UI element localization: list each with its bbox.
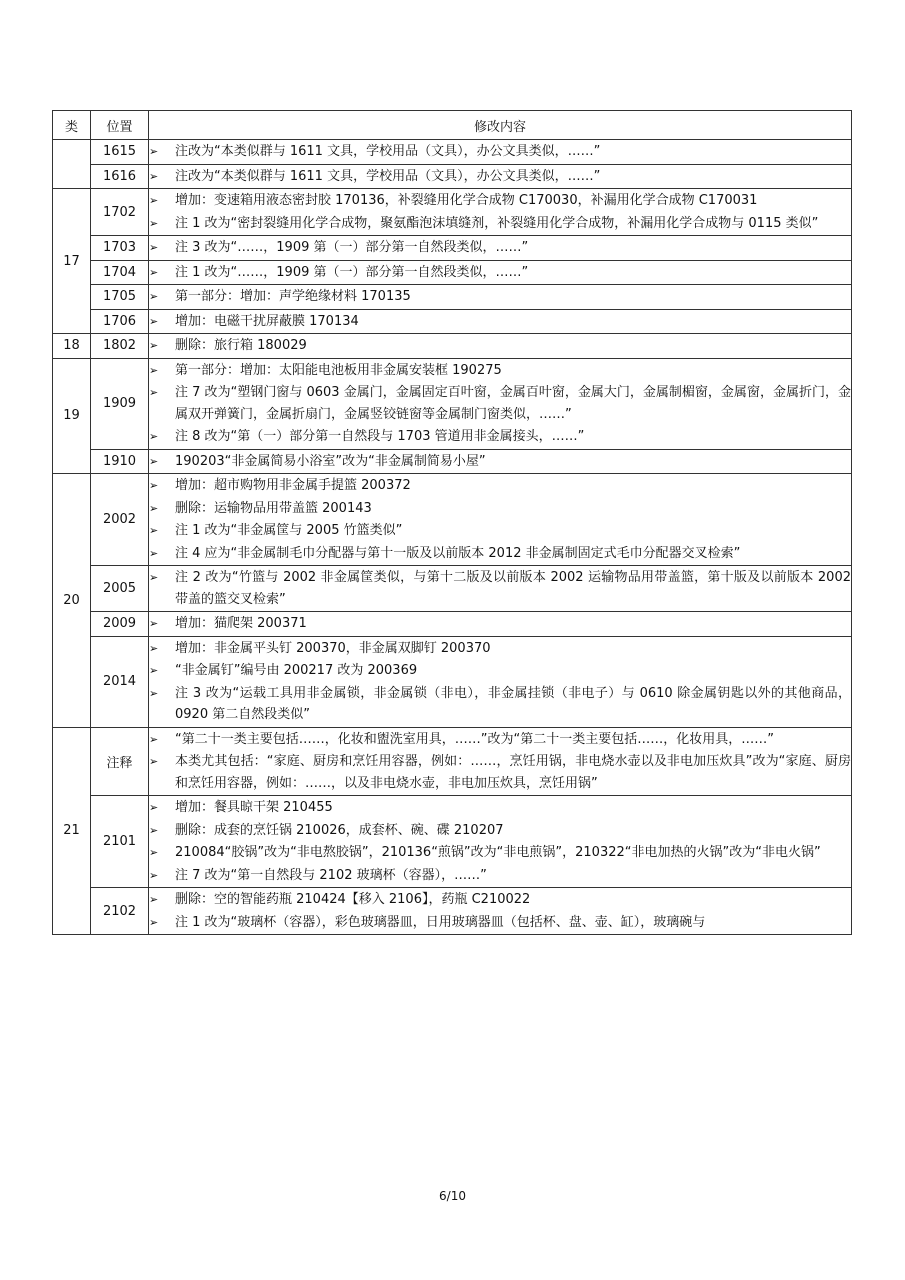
- arrow-bullet-icon: ➢: [149, 755, 159, 768]
- content-cell: [149, 189, 852, 236]
- arrow-bullet-icon: ➢: [149, 339, 159, 352]
- content-cell: [149, 285, 852, 310]
- table-row: [53, 236, 852, 261]
- class-cell: 17: [53, 189, 91, 334]
- list-item: [149, 262, 851, 284]
- list-item: [149, 335, 851, 357]
- item-text: “第二十一类主要包括……，化妆和盥洗室用具，……”改为“第二十一类主要包括……，化妆用具，……”: [175, 731, 774, 747]
- list-item: [149, 889, 851, 911]
- content-cell: [149, 260, 852, 285]
- table-row: [53, 636, 852, 727]
- item-text: 注 3 改为“运载工具用非金属锁，非金属锁（非电），非金属挂锁（非电子）与 0610 除金属钥匙以外的其他商品，0920 第二自然段类似”: [175, 685, 851, 722]
- table-row: [53, 164, 852, 189]
- table-header-row: [53, 111, 852, 140]
- position-cell: 2005: [91, 566, 149, 612]
- content-cell: [149, 164, 852, 189]
- content-cell: [149, 449, 852, 474]
- arrow-bullet-icon: ➢: [149, 479, 159, 492]
- table-row: [53, 358, 852, 449]
- table-row: [53, 566, 852, 612]
- arrow-bullet-icon: ➢: [149, 732, 159, 746]
- class-cell: [53, 140, 91, 189]
- position-cell: 1706: [91, 309, 149, 334]
- table-row: [53, 474, 852, 566]
- item-text: 第一部分：增加：声学绝缘材料 170135: [175, 289, 411, 304]
- position-cell: 2002: [91, 474, 149, 566]
- item-text: 注 7 改为“塑钢门窗与 0603 金属门，金属固定百叶窗，金属百叶窗，金属大门，金属制楣窗，金属窗，金属折门，金属双开弹簧门，金属折扇门，金属竖铰链窗等金属制门窗类似，……”: [175, 385, 851, 422]
- position-cell: 1704: [91, 260, 149, 285]
- item-text: 增加：餐具晾干架 210455: [175, 800, 333, 815]
- list-item: [149, 426, 851, 448]
- list-item: [149, 683, 851, 726]
- content-cell: [149, 309, 852, 334]
- arrow-bullet-icon: ➢: [149, 617, 159, 630]
- list-item: [149, 751, 851, 794]
- arrow-bullet-icon: ➢: [149, 194, 159, 207]
- arrow-bullet-icon: ➢: [149, 145, 159, 158]
- page-number: 6/10: [439, 1189, 466, 1203]
- list-item: [149, 520, 851, 542]
- arrow-bullet-icon: ➢: [149, 801, 159, 814]
- content-cell: [149, 566, 852, 612]
- item-text: 注 1 改为“非金属筐与 2005 竹篮类似”: [175, 523, 403, 538]
- class-cell: 21: [53, 727, 91, 935]
- table-row: [53, 449, 852, 474]
- item-text: 190203“非金属简易小浴室”改为“非金属制简易小屋”: [175, 453, 486, 469]
- list-item: [149, 475, 851, 497]
- list-item: [149, 820, 851, 842]
- arrow-bullet-icon: ➢: [149, 290, 159, 303]
- table-row: [53, 334, 852, 359]
- content-cell: [149, 888, 852, 935]
- table-row: [53, 140, 852, 165]
- list-item: [149, 613, 851, 635]
- header-position: 位置: [91, 111, 149, 140]
- item-text: 删除：旅行箱 180029: [175, 338, 307, 353]
- list-item: [149, 190, 851, 212]
- position-cell: 2014: [91, 636, 149, 727]
- item-text: 删除：成套的烹饪锅 210026，成套杯、碗、碟 210207: [175, 822, 504, 838]
- arrow-bullet-icon: ➢: [149, 915, 159, 929]
- content-cell: [149, 334, 852, 359]
- list-item: [149, 213, 851, 235]
- item-text: 注 2 改为“竹篮与 2002 非金属筐类似，与第十二版及以前版本 2002 运输物品用带盖篮，第十版及以前版本 2002 带盖的篮交叉检索”: [175, 570, 851, 607]
- item-text: 增加：猫爬架 200371: [175, 616, 307, 631]
- table-row: [53, 309, 852, 334]
- position-cell: 注释: [91, 727, 149, 796]
- position-cell: 1802: [91, 334, 149, 359]
- list-item: [149, 865, 851, 887]
- position-cell: 1703: [91, 236, 149, 261]
- table-row: [53, 260, 852, 285]
- list-item: [149, 567, 851, 610]
- arrow-bullet-icon: ➢: [149, 241, 159, 254]
- content-cell: [149, 236, 852, 261]
- item-text: 第一部分：增加：太阳能电池板用非金属安装框 190275: [175, 362, 502, 378]
- content-cell: [149, 358, 852, 449]
- content-cell: [149, 474, 852, 566]
- item-text: 注 1 改为“玻璃杯（容器），彩色玻璃器皿，日用玻璃器皿（包括杯、盘、壶、缸），玻璃碗与: [175, 914, 706, 930]
- item-text: 增加：电磁干扰屏蔽膜 170134: [175, 313, 359, 329]
- arrow-bullet-icon: ➢: [149, 216, 159, 230]
- item-text: 增加：非金属平头钉 200370，非金属双脚钉 200370: [175, 640, 491, 656]
- arrow-bullet-icon: ➢: [149, 546, 159, 560]
- table-row: [53, 888, 852, 935]
- arrow-bullet-icon: ➢: [149, 823, 159, 837]
- arrow-bullet-icon: ➢: [149, 893, 159, 906]
- arrow-bullet-icon: ➢: [149, 454, 159, 468]
- item-text: 注 1 改为“……，1909 第（一）部分第一自然段类似，……”: [175, 264, 529, 280]
- class-cell: 19: [53, 358, 91, 474]
- arrow-bullet-icon: ➢: [149, 641, 159, 655]
- position-cell: 1702: [91, 189, 149, 236]
- item-text: 注改为“本类似群与 1611 文具，学校用品（文具），办公文具类似，……”: [175, 168, 601, 184]
- table-row: [53, 189, 852, 236]
- arrow-bullet-icon: ➢: [149, 868, 159, 882]
- table-row: [53, 796, 852, 888]
- list-item: [149, 360, 851, 382]
- position-cell: 1909: [91, 358, 149, 449]
- arrow-bullet-icon: ➢: [149, 664, 159, 677]
- table-row: [53, 727, 852, 796]
- arrow-bullet-icon: ➢: [149, 386, 159, 399]
- table-row: [53, 285, 852, 310]
- list-item: [149, 638, 851, 660]
- position-cell: 2009: [91, 612, 149, 637]
- table-body: [53, 140, 852, 935]
- item-text: 增加：超市购物用非金属手提篮 200372: [175, 478, 411, 493]
- list-item: [149, 141, 851, 163]
- class-cell: 20: [53, 474, 91, 728]
- position-cell: 1616: [91, 164, 149, 189]
- arrow-bullet-icon: ➢: [149, 686, 159, 700]
- content-cell: [149, 727, 852, 796]
- position-cell: 2102: [91, 888, 149, 935]
- header-content: 修改内容: [149, 111, 852, 140]
- list-item: [149, 498, 851, 520]
- arrow-bullet-icon: ➢: [149, 363, 159, 377]
- revision-table: [52, 110, 852, 935]
- item-text: 增加：变速箱用液态密封胶 170136，补裂缝用化学合成物 C170030，补漏用化学合成物 C170031: [175, 193, 758, 208]
- list-item: [149, 729, 851, 751]
- position-cell: 1910: [91, 449, 149, 474]
- item-text: “非金属钉”编号由 200217 改为 200369: [175, 663, 418, 678]
- list-item: [149, 237, 851, 259]
- arrow-bullet-icon: ➢: [149, 169, 159, 183]
- arrow-bullet-icon: ➢: [149, 430, 159, 443]
- position-cell: 1615: [91, 140, 149, 165]
- item-text: 本类尤其包括：“家庭、厨房和烹饪用容器，例如：……，烹饪用锅，非电烧水壶以及非电加压炊具”改为“家庭、厨房和烹饪用容器，例如：……，以及非电烧水壶，非电加压炊具，烹饪用锅”: [175, 754, 851, 791]
- item-text: 注 3 改为“……，1909 第（一）部分第一自然段类似，……”: [175, 240, 529, 255]
- class-cell: 18: [53, 334, 91, 359]
- item-text: 注 8 改为“第（一）部分第一自然段与 1703 管道用非金属接头，……”: [175, 429, 585, 444]
- list-item: [149, 797, 851, 819]
- table-row: [53, 612, 852, 637]
- list-item: [149, 660, 851, 682]
- list-item: [149, 842, 851, 864]
- item-text: 删除：空的智能药瓶 210424【移入 2106】，药瓶 C210022: [175, 892, 531, 907]
- list-item: [149, 382, 851, 425]
- item-text: 注 1 改为“密封裂缝用化学合成物，聚氨酯泡沫填缝剂，补裂缝用化学合成物，补漏用化学合成物与 0115 类似”: [175, 215, 819, 231]
- item-text: 注 4 应为“非金属制毛巾分配器与第十一版及以前版本 2012 非金属制固定式毛巾分配器交叉检索”: [175, 545, 741, 561]
- list-item: [149, 166, 851, 188]
- list-item: [149, 451, 851, 473]
- item-text: 删除：运输物品用带盖篮 200143: [175, 500, 372, 516]
- content-cell: [149, 636, 852, 727]
- arrow-bullet-icon: ➢: [149, 501, 159, 515]
- arrow-bullet-icon: ➢: [149, 571, 159, 584]
- item-text: 注 7 改为“第一自然段与 2102 玻璃杯（容器），……”: [175, 867, 487, 883]
- list-item: [149, 543, 851, 565]
- position-cell: 1705: [91, 285, 149, 310]
- item-text: 注改为“本类似群与 1611 文具，学校用品（文具），办公文具类似，……”: [175, 144, 601, 159]
- arrow-bullet-icon: ➢: [149, 265, 159, 279]
- content-cell: [149, 140, 852, 165]
- header-class: 类: [53, 111, 91, 140]
- list-item: [149, 912, 851, 934]
- list-item: [149, 286, 851, 308]
- list-item: [149, 311, 851, 333]
- content-cell: [149, 796, 852, 888]
- position-cell: 2101: [91, 796, 149, 888]
- arrow-bullet-icon: ➢: [149, 524, 159, 537]
- arrow-bullet-icon: ➢: [149, 314, 159, 328]
- item-text: 210084“胶锅”改为“非电熬胶锅”，210136“煎锅”改为“非电煎锅”，210322“非电加热的火锅”改为“非电火锅”: [175, 845, 821, 860]
- arrow-bullet-icon: ➢: [149, 846, 159, 859]
- content-cell: [149, 612, 852, 637]
